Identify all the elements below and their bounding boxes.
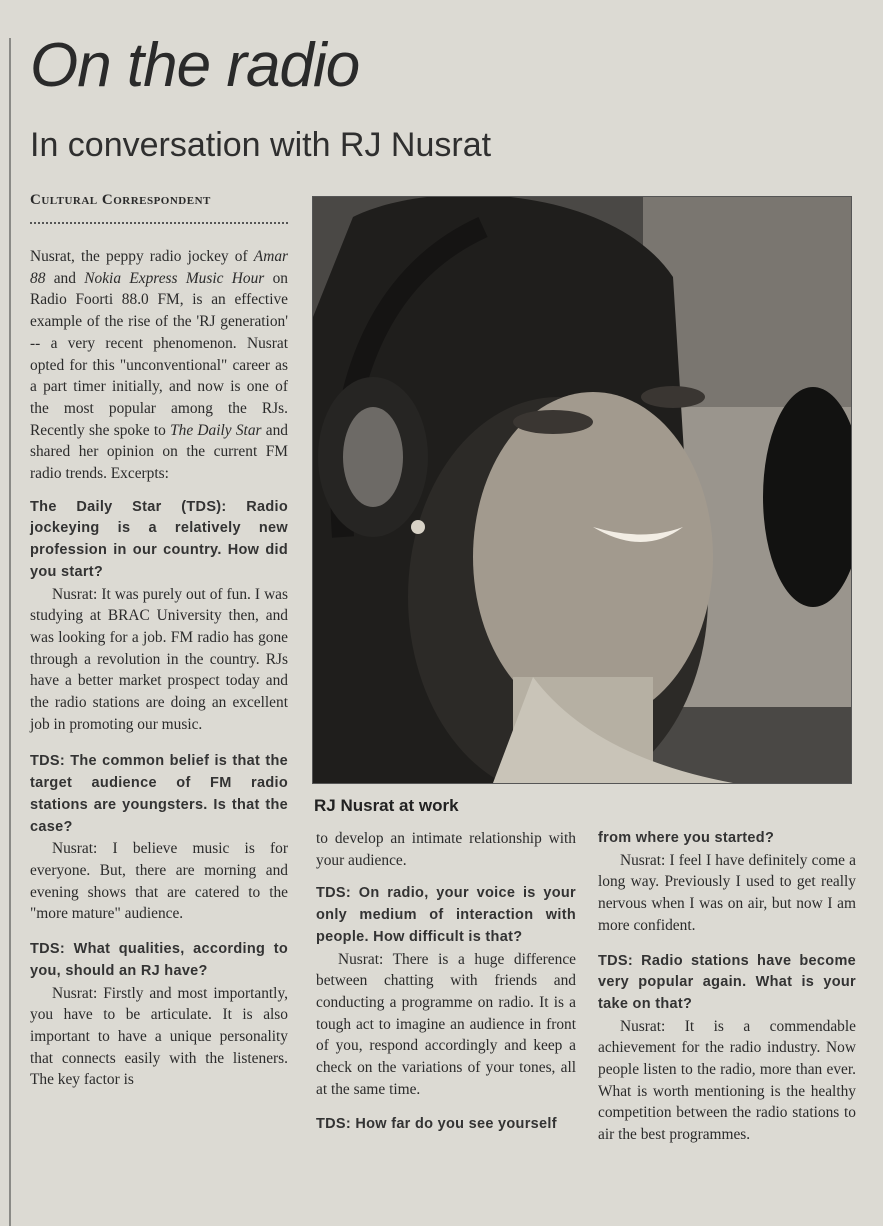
answer-4: Nusrat: There is a huge difference between chatting with friends and conducting a programme on radio. It is a tough act to imagine an audience in front of you, respond accordingly and keep a check on the variations of your tones, all at the same time. [316,950,576,1098]
question-2: TDS: The common belief is that the target audience of FM radio stations are youngsters. Is that the case? [30,753,288,835]
answer-1: Nusrat: It was purely out of fun. I was studying at BRAC University then, and was looking for a job. FM radio has gone through a revolution in the country. RJs have a better market prospect today and the radio stations are doing an excellent job in promoting our music. [30,585,288,733]
intro-italic-run: Nokia Express Music Hour [84,269,265,287]
answer-5: Nusrat: I feel I have definitely come a long way. Previously I used to get really nervous when I was on air, but now I am more confident. [598,851,856,934]
photo-rj-nusrat [312,196,852,784]
question-6: TDS: Radio stations have become very popular again. What is your take on that? [598,952,856,1012]
column-1 [30,246,288,1091]
answer-3: Nusrat: Firstly and most importantly, you have to be articulate. It is also important to have a unique personality that connects easily with the listeners. The key factor is [30,984,288,1089]
byline: Cultural Correspondent [30,192,211,208]
question-5: TDS: How far do you see yourself [316,1116,557,1133]
intro-paragraph [30,246,288,485]
portrait-illustration [313,197,851,783]
column-2 [316,828,576,1136]
answer-6: Nusrat: It is a commendable achievement for the radio industry. Now people listen to the radio, more than ever. What is worth mentioning is the healthy competition between the radio stations to air the best programmes. [598,1017,856,1144]
photo-caption: RJ Nusrat at work [314,796,459,815]
answer-2: Nusrat: I believe music is for everyone. But, there are morning and evening shows that are catered to the "more mature" audience. [30,840,288,923]
question-5-continued: from where you started? [598,830,775,846]
question-3: TDS: What qualities, according to you, should an RJ have? [30,941,288,979]
intro-italic-run: The Daily Star [170,421,262,439]
question-4: TDS: On radio, your voice is your only medium of interaction with people. How difficult is that? [316,885,576,945]
intro-text-run: Nusrat, the peppy radio jockey of [30,248,254,265]
answer-3-continued: to develop an intimate relationship with your audience. [316,830,576,869]
intro-text-run: and [45,269,85,287]
question-1: The Daily Star (TDS): Radio jockeying is a relatively new profession in our country. How did you start? [30,498,288,580]
intro-text-run: and shared her opinion on the current FM radio trends. Excerpts: [30,421,288,483]
left-column-rule [9,38,11,1226]
dotted-divider [30,222,288,224]
headline: On the radio [30,31,360,100]
intro-text-run: on Radio Foorti 88.0 FM, is an effective example of the rise of the 'RJ generation' -- a very recent phenomenon. Nusrat opted for this "unconventional" career as a part timer initially, and now is one of the most popular among the RJs. Recently she spoke to [30,269,288,439]
column-3 [598,828,856,1146]
subheadline: In conversation with RJ Nusrat [30,126,492,164]
intro-italic-run: Amar 88 [30,248,288,287]
